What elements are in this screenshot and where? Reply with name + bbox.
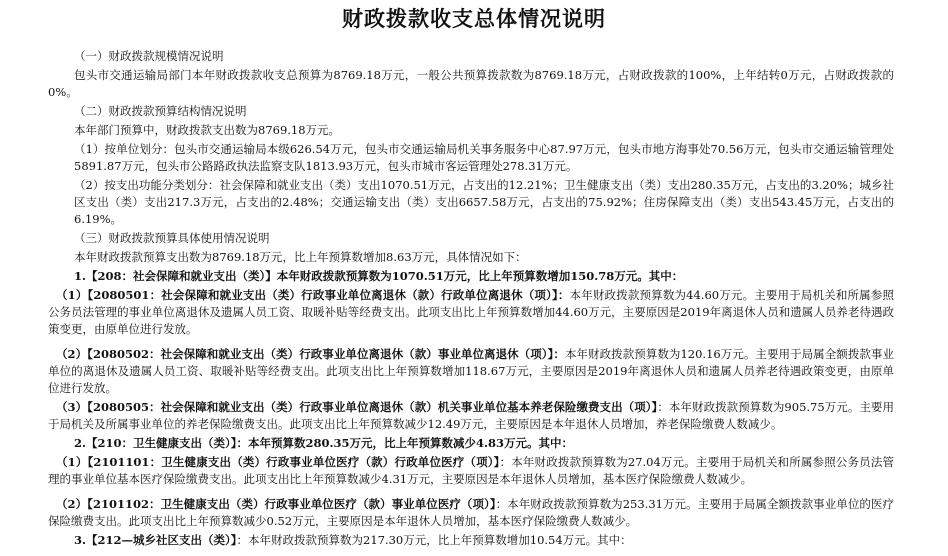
item-1-sub-1-label: （1）【2080501：社会保障和就业支出（类）行政事业单位离退休（款）行政单位离退休（项）】：: [56, 288, 570, 302]
item-3-heading: [48, 532, 894, 549]
item-3-label: 3.【212—城乡社区支出（类）】: [74, 533, 237, 547]
by-function-text: 社会保障和就业支出（类）支出1070.51万元，占支出的12.21%；卫生健康支出（类）支出280.35万元，占支出的3.20%；城乡社区支出（类）支出217.3万元，占支出的2.48%；交通运输支出（类）支出6657.58万元，占支出的75.92%；住房保障支出（类）支出543.45万元，占支出的6.19%。: [74, 178, 894, 226]
section-3-heading: （三）财政拨款预算具体使用情况说明: [74, 231, 270, 245]
by-function-paragraph: [48, 177, 894, 228]
section-3-intro: 本年财政拨款预算支出数为8769.18万元，比上年预算数增加8.63万元，具体情况如下：: [74, 250, 527, 264]
section-1-heading: （一）财政拨款规模情况说明: [74, 49, 224, 63]
item-2-sub-1-label: （1）【2101101：卫生健康支出（类）行政事业单位医疗（款）行政单位医疗（项）】: [56, 455, 500, 469]
item-1-sub-3: [48, 399, 894, 433]
item-3-text: ：本年财政拨款预算数为217.30万元，比上年预算数增加10.54万元。其中：: [236, 533, 632, 547]
by-unit-label: （1）按单位划分：: [74, 142, 175, 156]
section-2-heading: （二）财政拨款预算结构情况说明: [74, 104, 247, 118]
item-2-heading: 2.【210：卫生健康支出（类）】：本年预算数280.35万元，比上年预算数减少4.83万元。其中：: [74, 436, 574, 450]
by-unit-text: 包头市交通运输局本级626.54万元，包头市交通运输局机关事务服务中心87.97万元，包头市地方海事处70.56万元，包头市交通运输管理处5891.87万元，包头市公路路政执法监察支队1813.93万元，包头市城市客运管理处278.31万元。: [74, 142, 895, 173]
document-title: 财政拨款收支总体情况说明: [342, 7, 606, 31]
item-2-sub-1: [48, 454, 894, 488]
item-1-sub-3-label: （3）【2080505：社会保障和就业支出（类）行政事业单位离退休（款）机关事业单位基本养老保险缴费支出（项）】: [56, 400, 658, 414]
item-2-sub-1-text: ：本年财政拨款预算数为27.04万元。主要用于局机关和所属参照公务员法管理的事业单位基本医疗保险缴费支出。此项支出比上年预算数减少4.31万元，主要原因是本年退休人员增加，基本医疗保险缴费人数减少。: [48, 455, 894, 486]
item-1-sub-2-text: 本年财政拨款预算数为120.16万元。主要用于局属全额拨款事业单位的离退休及遗属人员工资、取暖补贴等经费支出。此项支出比上年预算数增加118.67万元，主要原因是2019年离退休人员和遗属人员养老待遇政策变更，由原单位进行发放。: [48, 347, 894, 395]
item-1-sub-2: [48, 346, 894, 397]
item-1-sub-1: [48, 287, 894, 338]
item-2-sub-2: [48, 496, 894, 530]
section-2-intro: 本年部门预算中，财政拨款支出数为8769.18万元。: [74, 123, 341, 137]
item-1-sub-3-text: ：本年财政拨款预算数为905.75万元。主要用于局机关及所属事业单位的养老保险缴费支出。此项支出比上年预算数减少12.49万元，主要原因是本年退休人员增加，养老保险缴费人数减少。: [48, 400, 894, 431]
item-2-sub-2-text: ：本年财政拨款预算数为253.31万元。主要用于局属全额拨款事业单位的医疗保险缴费支出。此项支出比上年预算数减少0.52万元，主要原因是本年退休人员增加，基本医疗保险缴费人数减少。: [48, 497, 894, 528]
item-2-sub-2-label: （2）【2101102：卫生健康支出（类）行政事业单位医疗（款）事业单位医疗（项）】: [56, 497, 496, 511]
section-1-body: 包头市交通运输局部门本年财政拨款收支总预算为8769.18万元，一般公共预算拨款数为8769.18万元，占财政拨款的100%，上年结转0万元，占财政拨款的0%。: [48, 68, 894, 99]
item-1-sub-1-text: 本年财政拨款预算数为44.60万元。主要用于局机关和所属参照公务员法管理的事业单位离退休及遗属人员工资、取暖补贴等经费支出。此项支出比上年预算数增加44.60万元，主要原因是2019年离退休人员和遗属人员养老待遇政策变更，由原单位进行发放。: [48, 288, 895, 336]
by-function-label: （2）按支出功能分类划分：: [74, 178, 220, 192]
item-1-heading: 1.【208：社会保障和就业支出（类）】本年财政拨款预算数为1070.51万元，比上年预算数增加150.78万元。其中：: [74, 269, 684, 283]
document-body: [48, 48, 894, 551]
item-1-sub-2-label: （2）【2080502：社会保障和就业支出（类）行政事业单位离退休（款）事业单位离退休（项）】：: [56, 347, 565, 361]
by-unit-paragraph: [48, 141, 894, 175]
